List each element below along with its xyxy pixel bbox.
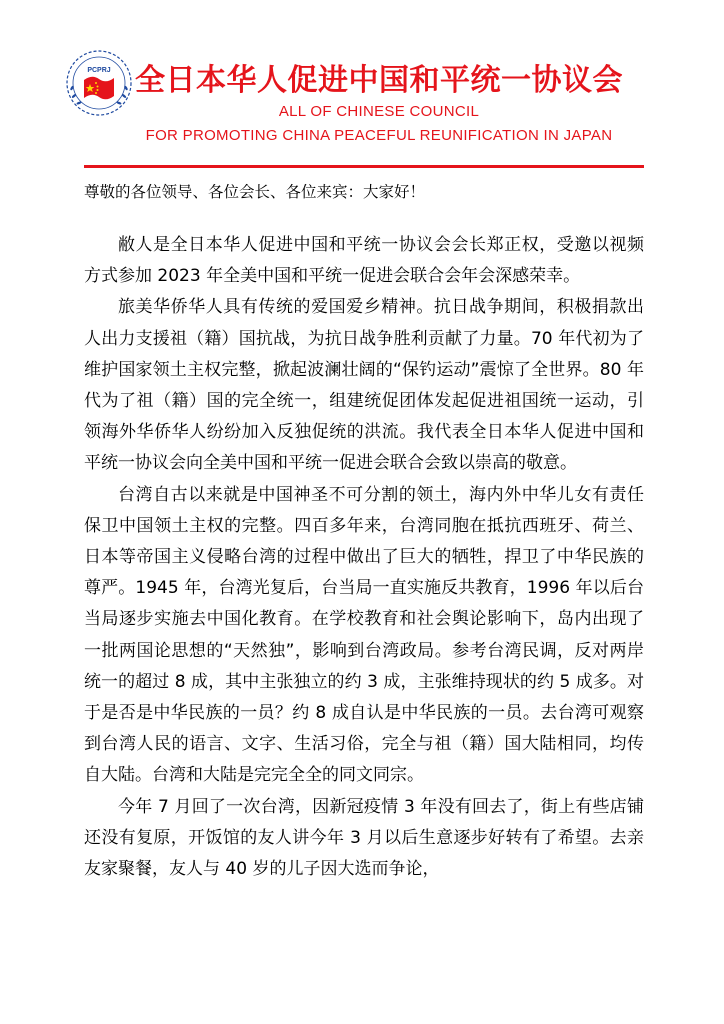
organization-name-chinese: 全日本华人促进中国和平统一协议会 <box>135 63 623 98</box>
logo-text: PCPRJ <box>87 67 111 74</box>
paragraph-2: 旅美华侨华人具有传统的爱国爱乡精神。抗日战争期间，积极捐款出人出力支援祖（籍）国抗战，为抗日战争胜利贡献了力量。70 年代初为了维护国家领土主权完整，掀起波澜壮阔的“保钓运动”震惊了全世界。80 年代为了祖（籍）国的完全统一，组建统促团体发起促进祖国统一运动，引领海外华侨华人纷纷加入反独促统的洪流。我代表全日本华人促进中国和平统一协议会向全美中国和平统一促进会联合会致以崇高的敬意。 <box>84 297 644 474</box>
paragraph-3: 台湾自古以来就是中国神圣不可分割的领土，海内外中华儿女有责任保卫中国领土主权的完整。四百多年来，台湾同胞在抵抗西班牙、荷兰、日本等帝国主义侵略台湾的过程中做出了巨大的牺牲，捍卫了中华民族的尊严。1945 年，台湾光复后，台当局一直实施反共教育，1996 年以后台当局逐步实施去中国化教育。在学校教育和社会舆论影响下，岛内出现了一批两国论思想的“天然独”，影响到台湾政局。参考台湾民调，反对两岸统一的超过 8 成，其中主张独立的约 3 成，主张维持现状的约 5 成多。对于是否是中华民族的一员？约 8 成自认是中华民族的一员。去台湾可观察到台湾人民的语言、文字、生活习俗，完全与祖（籍）国大陆相同，均传自大陆。台湾和大陆是完完全全的同文同宗。 <box>84 484 644 786</box>
organization-name-english-line1: ALL OF CHINESE COUNCIL <box>278 103 480 120</box>
paragraph-1: 敝人是全日本华人促进中国和平统一协议会会长郑正权，受邀以视频方式参加 2023 年全美中国和平统一促进会联合会年会深感荣幸。 <box>84 235 644 287</box>
greeting: 尊敬的各位领导、各位会长、各位来宾：大家好！ <box>84 183 426 201</box>
letterhead <box>0 0 724 175</box>
header-divider <box>84 165 644 168</box>
organization-name-english-line2: FOR PROMOTING CHINA PEACEFUL REUNIFICATION IN JAPAN <box>145 127 613 144</box>
paragraph-4: 今年 7 月回了一次台湾，因新冠疫情 3 年没有回去了，街上有些店铺还没有复原，开饭馆的友人讲今年 3 月以后生意逐步好转有了希望。去亲友家聚餐，友人与 40 岁的儿子因大选而争论， <box>84 796 644 880</box>
letter-body <box>84 230 644 885</box>
